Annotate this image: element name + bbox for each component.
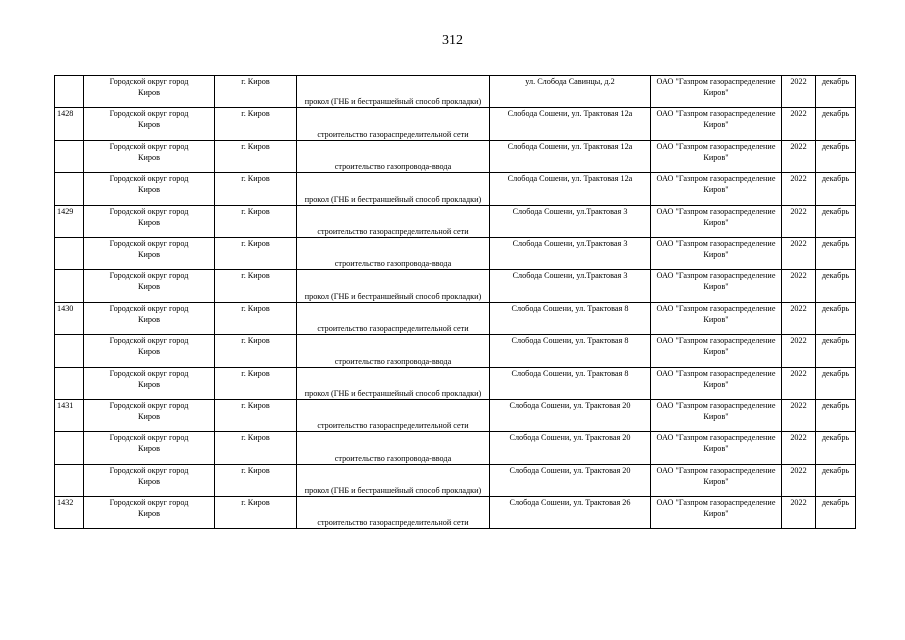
year-cell: 2022 xyxy=(782,237,816,269)
work-type-cell: строительство газопровода-ввода xyxy=(297,237,490,269)
municipality-line: Городской округ город xyxy=(109,303,189,313)
year-cell: 2022 xyxy=(782,270,816,302)
table-row xyxy=(55,464,856,496)
table-row xyxy=(55,497,856,529)
address-cell: Слобода Сошени, ул. Трактовая 12а xyxy=(490,140,651,172)
municipality-cell xyxy=(84,140,215,172)
row-number-cell xyxy=(55,464,84,496)
month-cell: декабрь xyxy=(816,335,856,367)
year-cell: 2022 xyxy=(782,497,816,529)
work-type-cell: строительство газораспределительной сети xyxy=(297,497,490,529)
gasification-table xyxy=(54,75,856,529)
year-cell: 2022 xyxy=(782,205,816,237)
organization-line: Киров" xyxy=(703,347,729,357)
organization-cell xyxy=(651,399,782,431)
municipality-line: Городской округ город xyxy=(109,206,189,216)
municipality-line: Киров xyxy=(138,217,160,227)
work-type-cell: прокол (ГНБ и бестраншейный способ прокладки) xyxy=(297,464,490,496)
organization-line: ОАО "Газпром газораспределение xyxy=(656,368,776,378)
organization-cell xyxy=(651,173,782,205)
row-number-cell: 1432 xyxy=(55,497,84,529)
organization-line: ОАО "Газпром газораспределение xyxy=(656,238,776,248)
municipality-line: Городской округ город xyxy=(109,433,189,443)
municipality-line: Городской округ город xyxy=(109,498,189,508)
address-cell: Слобода Сошени, ул. Трактовая 26 xyxy=(490,497,651,529)
row-number-cell xyxy=(55,270,84,302)
municipality-line: Городской округ город xyxy=(109,336,189,346)
municipality-line: Городской округ город xyxy=(109,141,189,151)
organization-cell xyxy=(651,432,782,464)
organization-line: Киров" xyxy=(703,509,729,519)
table-row xyxy=(55,335,856,367)
address-cell: Слобода Сошени, ул. Трактовая 20 xyxy=(490,432,651,464)
table-row xyxy=(55,302,856,334)
municipality-cell xyxy=(84,108,215,140)
address-cell: Слобода Сошени, ул. Трактовая 12а xyxy=(490,173,651,205)
row-number-cell: 1431 xyxy=(55,399,84,431)
locality-cell: г. Киров xyxy=(215,367,297,399)
locality-cell: г. Киров xyxy=(215,399,297,431)
municipality-line: Киров xyxy=(138,185,160,195)
municipality-line: Городской округ город xyxy=(109,174,189,184)
organization-line: Киров" xyxy=(703,152,729,162)
row-number-cell: 1428 xyxy=(55,108,84,140)
year-cell: 2022 xyxy=(782,108,816,140)
organization-line: ОАО "Газпром газораспределение xyxy=(656,271,776,281)
address-cell: Слобода Сошени, ул. Трактовая 12а xyxy=(490,108,651,140)
work-type-cell: прокол (ГНБ и бестраншейный способ прокладки) xyxy=(297,173,490,205)
organization-line: ОАО "Газпром газораспределение xyxy=(656,141,776,151)
locality-cell: г. Киров xyxy=(215,270,297,302)
work-type-cell: строительство газораспределительной сети xyxy=(297,302,490,334)
locality-cell: г. Киров xyxy=(215,302,297,334)
table-row xyxy=(55,432,856,464)
table-row xyxy=(55,399,856,431)
table-row xyxy=(55,140,856,172)
organization-line: ОАО "Газпром газораспределение xyxy=(656,206,776,216)
locality-cell: г. Киров xyxy=(215,173,297,205)
municipality-line: Киров xyxy=(138,152,160,162)
month-cell: декабрь xyxy=(816,464,856,496)
municipality-line: Киров xyxy=(138,249,160,259)
municipality-cell xyxy=(84,497,215,529)
month-cell: декабрь xyxy=(816,173,856,205)
address-cell: Слобода Сошени, ул. Трактовая 20 xyxy=(490,399,651,431)
month-cell: декабрь xyxy=(816,497,856,529)
municipality-cell xyxy=(84,367,215,399)
organization-cell xyxy=(651,76,782,108)
organization-cell xyxy=(651,497,782,529)
address-cell: Слобода Сошени, ул. Трактовая 8 xyxy=(490,335,651,367)
row-number-cell xyxy=(55,237,84,269)
work-type-cell: строительство газопровода-ввода xyxy=(297,140,490,172)
month-cell: декабрь xyxy=(816,432,856,464)
work-type-cell: строительство газораспределительной сети xyxy=(297,108,490,140)
month-cell: декабрь xyxy=(816,76,856,108)
municipality-line: Городской округ город xyxy=(109,368,189,378)
organization-line: ОАО "Газпром газораспределение xyxy=(656,465,776,475)
municipality-line: Городской округ город xyxy=(109,238,189,248)
page-number: 312 xyxy=(442,33,463,48)
municipality-line: Киров xyxy=(138,379,160,389)
year-cell: 2022 xyxy=(782,140,816,172)
year-cell: 2022 xyxy=(782,335,816,367)
row-number-cell xyxy=(55,335,84,367)
municipality-cell xyxy=(84,76,215,108)
organization-line: ОАО "Газпром газораспределение xyxy=(656,109,776,119)
month-cell: декабрь xyxy=(816,140,856,172)
year-cell: 2022 xyxy=(782,464,816,496)
month-cell: декабрь xyxy=(816,270,856,302)
work-type-cell: строительство газораспределительной сети xyxy=(297,399,490,431)
locality-cell: г. Киров xyxy=(215,432,297,464)
locality-cell: г. Киров xyxy=(215,140,297,172)
month-cell: декабрь xyxy=(816,367,856,399)
work-type-cell: строительство газопровода-ввода xyxy=(297,432,490,464)
organization-cell xyxy=(651,237,782,269)
work-type-cell: строительство газопровода-ввода xyxy=(297,335,490,367)
locality-cell: г. Киров xyxy=(215,108,297,140)
address-cell: Слобода Сошени, ул. Трактовая 8 xyxy=(490,302,651,334)
organization-cell xyxy=(651,140,782,172)
municipality-line: Киров xyxy=(138,120,160,130)
year-cell: 2022 xyxy=(782,367,816,399)
municipality-cell xyxy=(84,270,215,302)
row-number-cell xyxy=(55,432,84,464)
organization-cell xyxy=(651,367,782,399)
row-number-cell xyxy=(55,140,84,172)
organization-line: ОАО "Газпром газораспределение xyxy=(656,303,776,313)
organization-line: Киров" xyxy=(703,249,729,259)
organization-line: Киров" xyxy=(703,314,729,324)
month-cell: декабрь xyxy=(816,108,856,140)
organization-cell xyxy=(651,205,782,237)
municipality-line: Городской округ город xyxy=(109,77,189,86)
year-cell: 2022 xyxy=(782,432,816,464)
year-cell: 2022 xyxy=(782,302,816,334)
organization-line: Киров" xyxy=(703,444,729,454)
work-type-cell: прокол (ГНБ и бестраншейный способ прокладки) xyxy=(297,367,490,399)
locality-cell: г. Киров xyxy=(215,497,297,529)
address-cell: Слобода Сошени, ул. Трактовая 20 xyxy=(490,464,651,496)
table-row xyxy=(55,237,856,269)
municipality-cell xyxy=(84,173,215,205)
address-cell: ул. Слобода Савинцы, д.2 xyxy=(490,76,651,108)
locality-cell: г. Киров xyxy=(215,76,297,108)
month-cell: декабрь xyxy=(816,237,856,269)
year-cell: 2022 xyxy=(782,399,816,431)
organization-cell xyxy=(651,108,782,140)
organization-cell xyxy=(651,270,782,302)
table-row xyxy=(55,108,856,140)
table-row xyxy=(55,205,856,237)
organization-line: ОАО "Газпром газораспределение xyxy=(656,336,776,346)
year-cell: 2022 xyxy=(782,173,816,205)
municipality-line: Городской округ город xyxy=(109,400,189,410)
locality-cell: г. Киров xyxy=(215,205,297,237)
table-body xyxy=(55,76,856,529)
organization-cell xyxy=(651,335,782,367)
work-type-cell: строительство газораспределительной сети xyxy=(297,205,490,237)
row-number-cell xyxy=(55,173,84,205)
organization-line: Киров" xyxy=(703,217,729,227)
organization-line: Киров" xyxy=(703,185,729,195)
municipality-line: Киров xyxy=(138,314,160,324)
municipality-cell xyxy=(84,335,215,367)
organization-line: Киров" xyxy=(703,411,729,421)
organization-line: Киров" xyxy=(703,120,729,130)
organization-cell xyxy=(651,302,782,334)
organization-line: Киров" xyxy=(703,476,729,486)
address-cell: Слобода Сошени, ул.Трактовая 3 xyxy=(490,205,651,237)
organization-line: ОАО "Газпром газораспределение xyxy=(656,77,776,86)
municipality-cell xyxy=(84,432,215,464)
municipality-line: Городской округ город xyxy=(109,271,189,281)
municipality-line: Киров xyxy=(138,88,160,97)
organization-line: ОАО "Газпром газораспределение xyxy=(656,498,776,508)
municipality-line: Киров xyxy=(138,347,160,357)
organization-line: ОАО "Газпром газораспределение xyxy=(656,174,776,184)
locality-cell: г. Киров xyxy=(215,237,297,269)
organization-line: Киров" xyxy=(703,88,729,97)
organization-line: ОАО "Газпром газораспределение xyxy=(656,400,776,410)
municipality-cell xyxy=(84,205,215,237)
municipality-line: Киров xyxy=(138,509,160,519)
work-type-cell: прокол (ГНБ и бестраншейный способ прокладки) xyxy=(297,76,490,108)
locality-cell: г. Киров xyxy=(215,464,297,496)
organization-line: ОАО "Газпром газораспределение xyxy=(656,433,776,443)
address-cell: Слобода Сошени, ул.Трактовая 3 xyxy=(490,270,651,302)
table-row xyxy=(55,76,856,108)
municipality-cell xyxy=(84,399,215,431)
address-cell: Слобода Сошени, ул.Трактовая 3 xyxy=(490,237,651,269)
address-cell: Слобода Сошени, ул. Трактовая 8 xyxy=(490,367,651,399)
work-type-cell: прокол (ГНБ и бестраншейный способ прокладки) xyxy=(297,270,490,302)
organization-line: Киров" xyxy=(703,282,729,292)
month-cell: декабрь xyxy=(816,302,856,334)
table-row xyxy=(55,173,856,205)
month-cell: декабрь xyxy=(816,205,856,237)
municipality-line: Городской округ город xyxy=(109,465,189,475)
municipality-line: Киров xyxy=(138,411,160,421)
organization-line: Киров" xyxy=(703,379,729,389)
table-row xyxy=(55,270,856,302)
municipality-line: Киров xyxy=(138,282,160,292)
municipality-cell xyxy=(84,237,215,269)
municipality-cell xyxy=(84,464,215,496)
table-row xyxy=(55,367,856,399)
row-number-cell: 1430 xyxy=(55,302,84,334)
row-number-cell: 1429 xyxy=(55,205,84,237)
municipality-cell xyxy=(84,302,215,334)
row-number-cell xyxy=(55,76,84,108)
row-number-cell xyxy=(55,367,84,399)
municipality-line: Киров xyxy=(138,476,160,486)
organization-cell xyxy=(651,464,782,496)
year-cell: 2022 xyxy=(782,76,816,108)
municipality-line: Киров xyxy=(138,444,160,454)
municipality-line: Городской округ город xyxy=(109,109,189,119)
locality-cell: г. Киров xyxy=(215,335,297,367)
month-cell: декабрь xyxy=(816,399,856,431)
